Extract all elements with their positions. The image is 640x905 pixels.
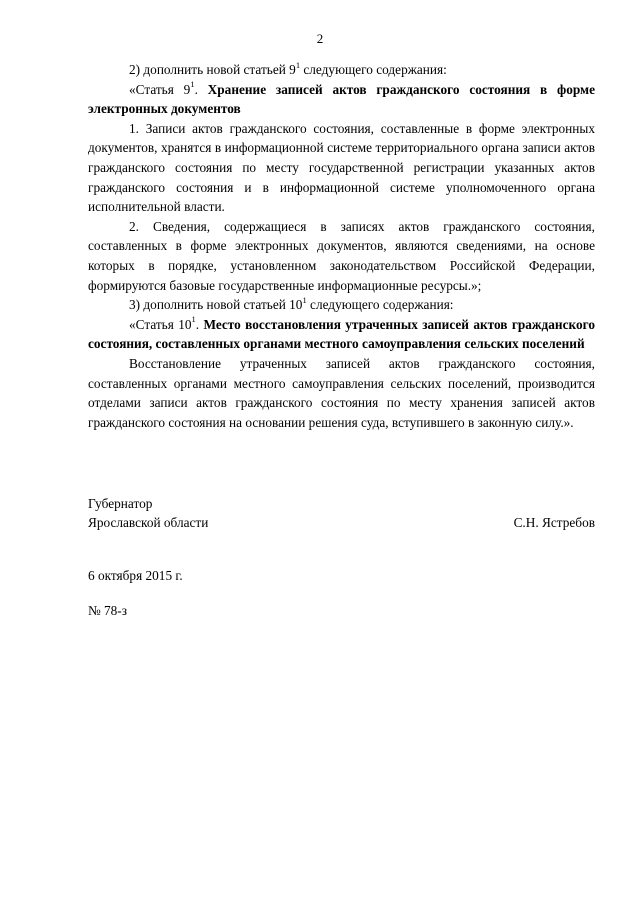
- item-3-intro-tail: следующего содержания:: [306, 297, 454, 313]
- article-10-paragraph-1: Восстановление утраченных записей актов гражданского состояния, составленных органами местного самоуправления сельских поселений, производится отделами записи актов гражданского состояния по месту хранения записей актов гражданского состояния на основании решения суда, вступившего в законную силу.».: [88, 355, 595, 430]
- article-10-superscript: 1: [191, 314, 196, 325]
- item-2-intro-text: 2) дополнить новой статьей 9: [129, 62, 296, 77]
- signature-position: Губернатор: [88, 496, 153, 511]
- article-9-paragraph-2: 2. Сведения, содержащиеся в записях актов гражданского состояния, составленных в форме электронных документов, являются сведениями, на основе которых в порядке, установленном законодательством Российской Федерации, формируются базовые государственные информационные ресурсы.»;: [88, 218, 595, 293]
- item-2-intro-tail: следующего содержания:: [300, 62, 447, 77]
- article-10-dot: .: [195, 316, 204, 332]
- article-10-heading: [88, 315, 595, 354]
- article-9-superscript: 1: [190, 79, 195, 90]
- item-3-superscript: 1: [302, 294, 307, 305]
- article-9-heading: [88, 80, 595, 119]
- item-2-superscript: 1: [295, 59, 301, 70]
- page-number: 2: [316, 31, 324, 46]
- article-9-prefix: «Статья 9: [129, 81, 191, 97]
- signature-block: [88, 513, 595, 532]
- signature-name: С.Н. Ястребов: [513, 515, 595, 530]
- signature-region: Ярославской области: [88, 515, 209, 530]
- article-9-dot: .: [194, 81, 208, 97]
- document-body: [88, 60, 595, 432]
- article-10-prefix: «Статья 10: [129, 316, 192, 332]
- document-date: 6 октября 2015 г.: [88, 568, 183, 583]
- item-2-intro: [88, 60, 595, 80]
- item-3-intro: [88, 295, 595, 315]
- item-3-intro-text: 3) дополнить новой статьей 10: [129, 297, 303, 313]
- law-number: № 78-з: [88, 603, 127, 618]
- article-9-title: Хранение записей актов гражданского состояния в форме электронных документов: [88, 81, 595, 117]
- article-10-title: Место восстановления утраченных записей актов гражданского состояния, составленных органами местного самоуправления сельских поселений: [88, 316, 595, 352]
- article-9-paragraph-1: 1. Записи актов гражданского состояния, составленные в форме электронных документов, хранятся в информационной системе территориального органа записи актов гражданского состояния по месту государственной регистрации указанных актов гражданского состояния и в информационной системе уполномоченного органа исполнительной власти.: [88, 120, 595, 215]
